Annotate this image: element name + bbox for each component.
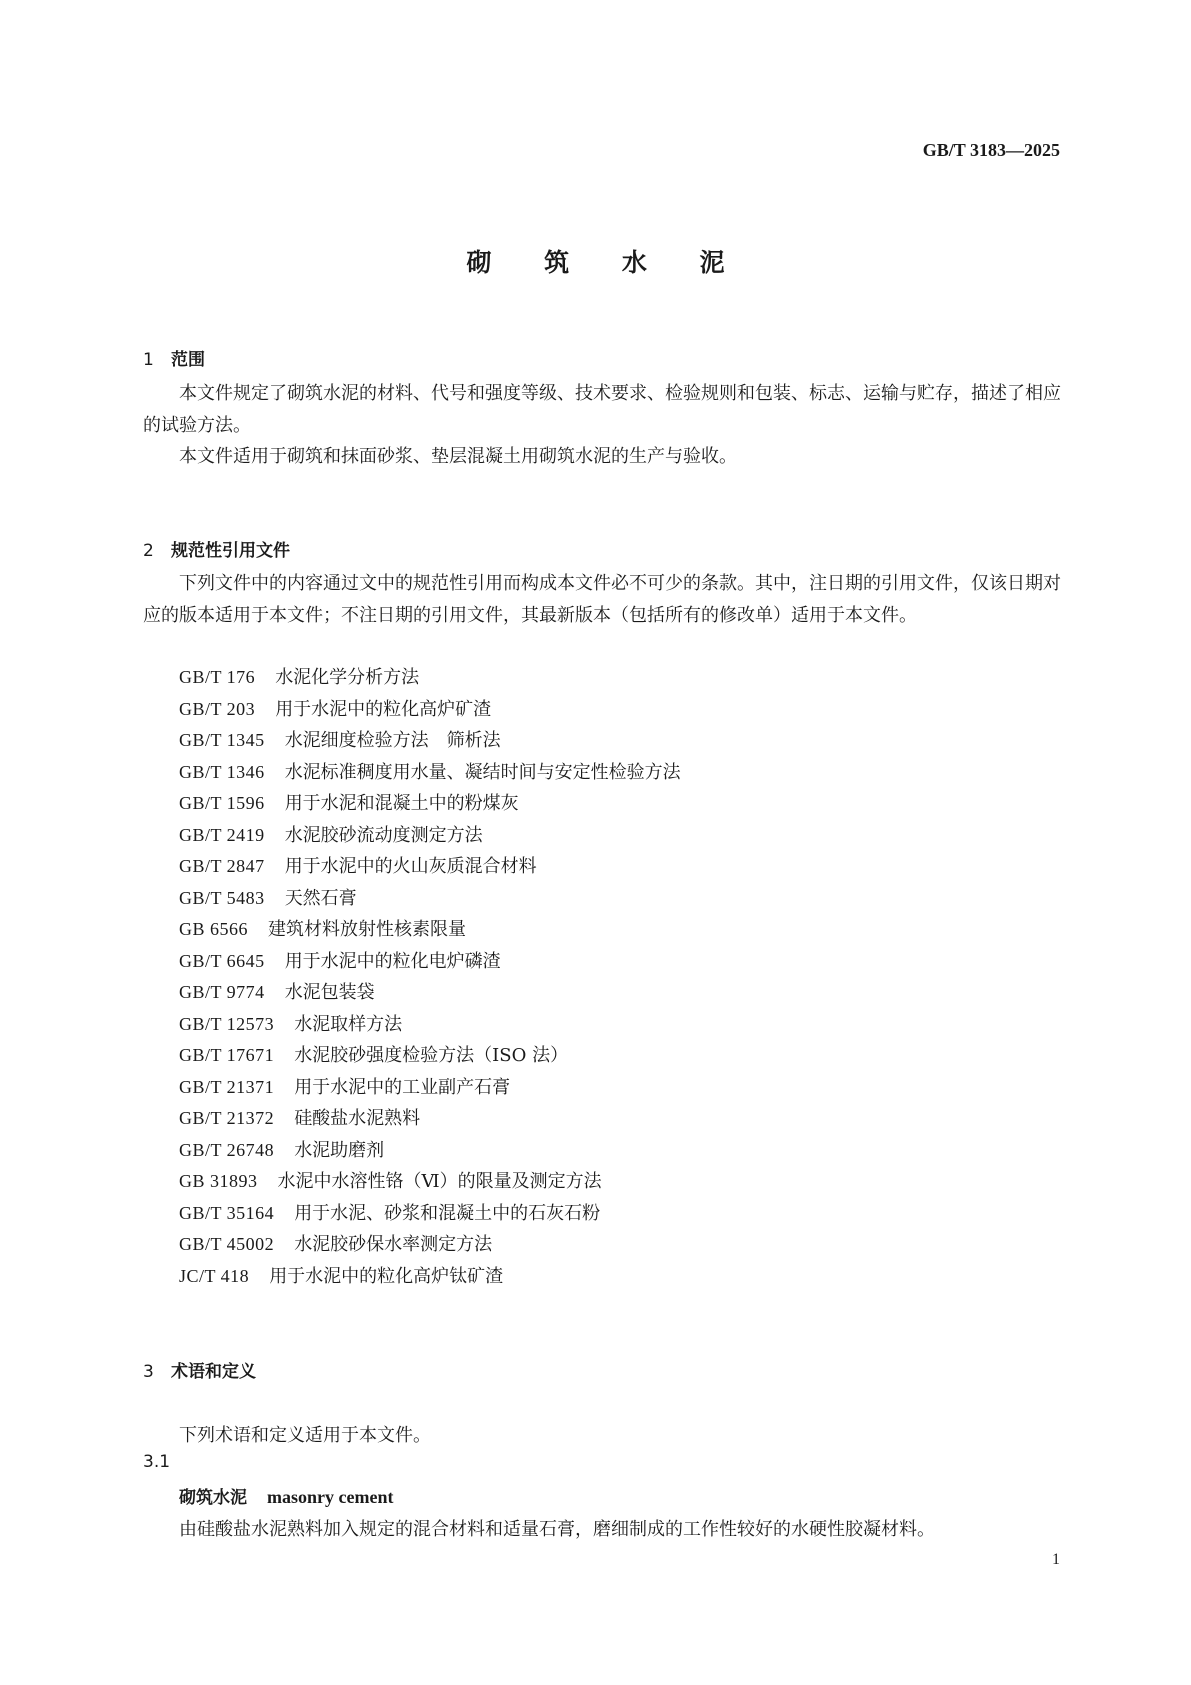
reference-title: 用于水泥中的火山灰质混合材料: [284, 856, 537, 877]
section-title: 术语和定义: [171, 1362, 256, 1382]
term-number: 3.1: [143, 1452, 171, 1472]
reference-item: [179, 1009, 681, 1041]
reference-title: 用于水泥中的粒化高炉钛矿渣: [269, 1265, 504, 1287]
reference-code: GB/T 2419: [179, 824, 265, 845]
reference-title: 水泥胶砂保水率测定方法: [294, 1234, 493, 1255]
reference-code: GB/T 6645: [179, 950, 265, 971]
reference-title: 水泥取样方法: [294, 1013, 403, 1035]
reference-code: GB/T 17671: [179, 1045, 275, 1065]
reference-title: 用于水泥、砂浆和混凝土中的石灰石粉: [294, 1202, 601, 1224]
reference-code: GB/T 26748: [179, 1139, 275, 1160]
section-number: 3: [143, 1362, 154, 1382]
reference-item: [179, 1261, 681, 1293]
reference-code: JC/T 418: [179, 1265, 250, 1286]
paragraph: 本文件规定了砌筑水泥的材料、代号和强度等级、技术要求、检验规则和包装、标志、运输与贮存，描述了相应的试验方法。: [143, 383, 1061, 436]
reference-title: 用于水泥中的粒化高炉矿渣: [275, 698, 492, 720]
term-definition: 由硅酸盐水泥熟料加入规定的混合材料和适量石膏，磨细制成的工作性较好的水硬性胶凝材料。: [179, 1519, 935, 1540]
reference-code: GB/T 5483: [179, 887, 265, 908]
paragraph: 本文件适用于砌筑和抹面砂浆、垫层混凝土用砌筑水泥的生产与验收。: [179, 446, 737, 467]
reference-code: GB/T 1345: [179, 730, 265, 750]
section-number: 2: [143, 541, 154, 561]
reference-code: GB/T 9774: [179, 982, 265, 1002]
section-2-intro: [143, 568, 1061, 631]
term-chinese: 砌筑水泥: [179, 1488, 247, 1508]
section-1-heading: [143, 345, 205, 370]
reference-code: GB/T 21371: [179, 1076, 275, 1097]
reference-item: [179, 1072, 681, 1104]
reference-code: GB/T 176: [179, 667, 256, 687]
reference-item: [179, 662, 681, 694]
reference-item: [179, 788, 681, 820]
reference-title: 水泥标准稠度用水量、凝结时间与安定性检验方法: [284, 761, 681, 783]
reference-item: [179, 1135, 681, 1167]
reference-title: 硅酸盐水泥熟料: [294, 1108, 421, 1129]
paragraph: 下列文件中的内容通过文中的规范性引用而构成本文件必不可少的条款。其中，注日期的引用文件，仅该日期对应的版本适用于本文件；不注日期的引用文件，其最新版本（包括所有的修改单）适用于本文件。: [143, 573, 1061, 626]
reference-item: [179, 1103, 681, 1135]
reference-code: GB/T 45002: [179, 1234, 275, 1254]
section-title: 范围: [171, 350, 205, 370]
reference-code: GB 31893: [179, 1171, 258, 1191]
reference-code: GB/T 21372: [179, 1108, 275, 1128]
section-number: 1: [143, 350, 154, 370]
reference-item: [179, 757, 681, 789]
document-number: GB/T 3183—2025: [922, 140, 1060, 160]
reference-code: GB/T 1346: [179, 761, 265, 782]
reference-title: 水泥中水溶性铬（Ⅵ）的限量及测定方法: [277, 1171, 602, 1192]
reference-item: [179, 694, 681, 726]
reference-title: 水泥胶砂强度检验方法（ISO 法）: [294, 1045, 569, 1066]
reference-item: [179, 820, 681, 852]
reference-code: GB 6566: [179, 919, 249, 939]
reference-code: GB/T 1596: [179, 793, 265, 813]
reference-title: 用于水泥和混凝土中的粉煤灰: [284, 793, 519, 814]
page-number: 1: [1052, 1551, 1060, 1568]
reference-item: [179, 1198, 681, 1230]
reference-item: [179, 883, 681, 915]
term-entry: [179, 1483, 393, 1508]
reference-code: GB/T 12573: [179, 1013, 275, 1034]
section-title: 规范性引用文件: [171, 541, 290, 561]
reference-item: [179, 977, 681, 1009]
section-1-body: [143, 378, 1061, 473]
reference-title: 水泥助磨剂: [294, 1139, 385, 1161]
reference-list: [179, 662, 681, 1292]
reference-item: [179, 725, 681, 757]
section-2-heading: [143, 536, 290, 561]
reference-item: [179, 851, 681, 883]
section-3-heading: [143, 1357, 256, 1382]
reference-title: 水泥胶砂流动度测定方法: [284, 824, 483, 846]
page-title: 砌 筑 水 泥: [466, 248, 747, 277]
reference-code: GB/T 203: [179, 698, 256, 719]
reference-item: [179, 946, 681, 978]
reference-code: GB/T 35164: [179, 1202, 275, 1223]
reference-title: 水泥包装袋: [284, 982, 375, 1003]
reference-item: [179, 1166, 681, 1198]
reference-title: 建筑材料放射性核素限量: [268, 919, 467, 940]
reference-title: 用于水泥中的粒化电炉磷渣: [284, 950, 501, 972]
reference-title: 天然石膏: [284, 887, 357, 909]
reference-item: [179, 914, 681, 946]
reference-title: 水泥细度检验方法 筛析法: [284, 730, 501, 751]
reference-item: [179, 1229, 681, 1261]
section-3-intro: 下列术语和定义适用于本文件。: [179, 1425, 431, 1446]
reference-code: GB/T 2847: [179, 856, 265, 876]
reference-title: 水泥化学分析方法: [275, 667, 420, 688]
reference-item: [179, 1040, 681, 1072]
term-english: masonry cement: [267, 1487, 394, 1507]
reference-title: 用于水泥中的工业副产石膏: [294, 1076, 511, 1098]
